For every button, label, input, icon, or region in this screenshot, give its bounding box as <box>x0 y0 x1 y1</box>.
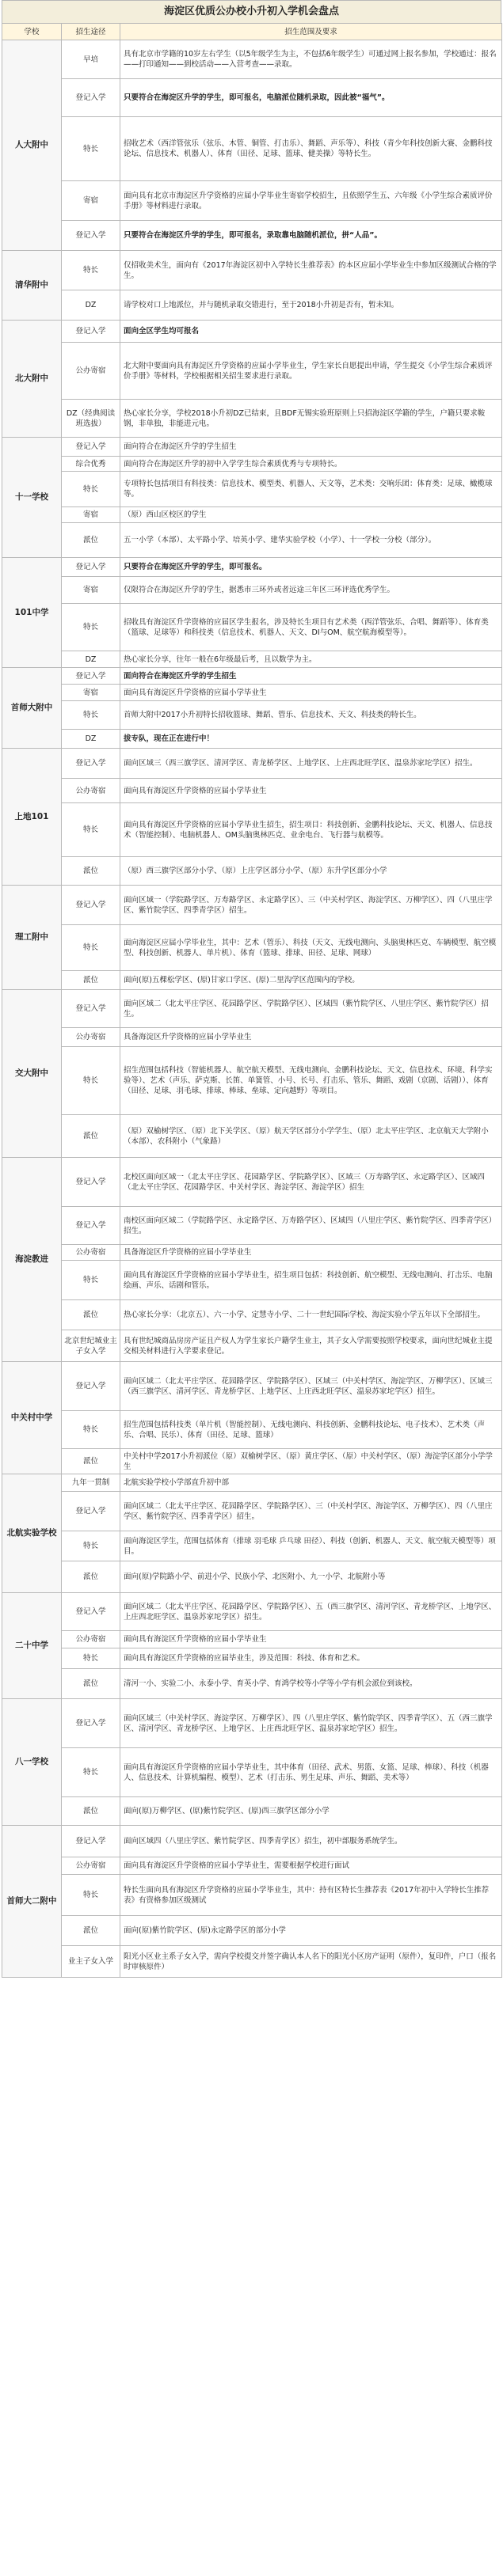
school-name: 首师大附中 <box>2 668 62 749</box>
table-row <box>2 1261 502 1300</box>
admission-requirements: 面向(原)万柳学区、(原)紫竹院学区、(原)西三旗学区部分小学 <box>120 1797 502 1826</box>
admission-requirements: 具有北京市学籍的10岁左右学生（以5年级学生为主，不包括6年级学生）可通过网上报名参加，学校通过：报名——打印通知——到校活动——入营考查——录取。 <box>120 40 502 79</box>
admission-route: 派位 <box>62 1300 120 1330</box>
table-row <box>2 79 502 117</box>
admission-requirements: 中关村中学2017小升初派位（原）双榆树学区、（原）黄庄学区、（原）中关村学区、（原）海淀学区部分小学学生 <box>120 1449 502 1474</box>
table-row <box>2 730 502 749</box>
admission-route: 公办寄宿 <box>62 1857 120 1875</box>
table-row <box>2 1916 502 1946</box>
admission-route: 派位 <box>62 1449 120 1474</box>
admission-requirements: 面向具有海淀区升学资格的应届小学毕业生招生，招生项目：科技创新、金鹏科技论坛、天文、机器人、信息技术（智能控制）、电脑机器人、OM头脑奥林匹克、业余电台、飞行器与航模等。 <box>120 803 502 857</box>
table-row <box>2 1474 502 1492</box>
admission-route: 特长 <box>62 1261 120 1300</box>
admission-route: 特长 <box>62 604 120 651</box>
admission-requirements: 热心家长分享，学校2018小升初DZ已结束，且BDF无锡实验班原则上只招海淀区学籍的学生，户籍只要求鞍钢，非单独，非能进元电。 <box>120 400 502 438</box>
admission-requirements: 热心家长分享，往年一般在6年级最后考，且以数学为主。 <box>120 651 502 668</box>
admission-route: 公办寄宿 <box>62 343 120 400</box>
admission-route: 登记入学 <box>62 749 120 779</box>
admission-route: DZ（经典阅读班选拔） <box>62 400 120 438</box>
admission-route: 寄宿 <box>62 507 120 523</box>
admission-requirements: 面向具有北京市海淀区升学资格的应届小学毕业生寄宿学校招生，且依照学生五、六年级《小学生综合素质评价手册》等材料进行录取。 <box>120 181 502 221</box>
admission-route: 公办寄宿 <box>62 1028 120 1047</box>
admission-requirements: 仅限符合在海淀区升学的学生，据悉市三环外或者远途三年区三环评选优秀学生。 <box>120 577 502 604</box>
admission-requirements: 面向海淀区学生，范围包括体育（排球 羽毛球 乒乓球 田径）、科技（创新、机器人、天文、航空航天模型等）项目。 <box>120 1531 502 1561</box>
table-row <box>2 321 502 343</box>
table-row <box>2 472 502 507</box>
table-row <box>2 400 502 438</box>
admission-route: 特长 <box>62 472 120 507</box>
admission-route: 登记入学 <box>62 438 120 457</box>
school-name: 上地101 <box>2 749 62 886</box>
table-row <box>2 457 502 472</box>
admission-route: 登记入学 <box>62 886 120 925</box>
table-row <box>2 1330 502 1362</box>
admission-requirements: （原）双榆树学区、（原）北下关学区、（原）航天学区部分小学学生、（原）北太平庄学区、北京航天大学附小（本部）、农科附小（气象路） <box>120 1115 502 1158</box>
school-name: 101中学 <box>2 558 62 668</box>
table-body <box>2 40 502 1978</box>
admission-requirements: 首师大附中2017小升初特长招收篮球、舞蹈、管乐、信息技术、天文、科技类的特长生。 <box>120 701 502 730</box>
page-title: 海淀区优质公办校小升初入学机会盘点 <box>2 0 501 23</box>
admission-requirements: 清河一小、实验二小、永泰小学、育英小学、育鸿学校等小学等小学有机会派位到该校。 <box>120 1669 502 1699</box>
admission-route: 特长 <box>62 1047 120 1115</box>
admission-route: 业主子女入学 <box>62 1946 120 1978</box>
table-row <box>2 558 502 577</box>
admission-requirements: 具有世纪城商品房房产证且产权人为学生家长户籍学生业主，其子女入学需要按照学校要求，面向世纪城业主提交相关材料进行入学要求登记。 <box>120 1330 502 1362</box>
admission-requirements: 北校区面向区域一（北太平庄学区、花园路学区、学院路学区）、区域三（万寿路学区、永定路学区）、区域四（北太平庄学区、花园路学区、中关村学区、海淀学区、海淀学区）招生 <box>120 1158 502 1207</box>
table-row <box>2 990 502 1028</box>
school-name: 十一学校 <box>2 438 62 558</box>
table-row <box>2 181 502 221</box>
admission-requirements: 面向区域二（北太平庄学区、花园路学区、学院路学区）、三（中关村学区、海淀学区、万柳学区）、四（八里庄学区、紫竹院学区、四季青学区）招生。 <box>120 1492 502 1531</box>
admission-route: 登记入学 <box>62 1593 120 1631</box>
table-header <box>2 24 502 40</box>
table-row <box>2 40 502 79</box>
admission-route: 登记入学 <box>62 558 120 577</box>
school-name: 二十中学 <box>2 1593 62 1699</box>
admission-route: 寄宿 <box>62 685 120 701</box>
table-row <box>2 1047 502 1115</box>
admission-route: 派位 <box>62 523 120 558</box>
admission-route: 综合优秀 <box>62 457 120 472</box>
admission-requirements: 面向具有海淀区升学资格的应届小学毕业生 <box>120 779 502 803</box>
table-row <box>2 1028 502 1047</box>
admission-requirements: 仅招收美术生，面向有《2017年海淀区初中入学特长生推荐表》的本区应届小学毕业生中参加区级测试合格的学生。 <box>120 251 502 290</box>
admission-route: 派位 <box>62 857 120 886</box>
admission-route: 公办寄宿 <box>62 1631 120 1648</box>
admission-route: 派位 <box>62 1115 120 1158</box>
page <box>2 0 501 1978</box>
table-row <box>2 1797 502 1826</box>
admission-route: 派位 <box>62 1561 120 1593</box>
admission-requirements: 面向(原)紫竹院学区、(原)永定路学区的部分小学 <box>120 1916 502 1946</box>
admission-route: 特长 <box>62 925 120 971</box>
admission-route: 特长 <box>62 1648 120 1669</box>
admission-route: 派位 <box>62 971 120 990</box>
table-row <box>2 1593 502 1631</box>
admission-requirements: 面向区域二（北太平庄学区、花园路学区、学院路学区）、区域四（紫竹院学区、八里庄学区、紫竹院学区）招生。 <box>120 990 502 1028</box>
table-row <box>2 1669 502 1699</box>
table-row <box>2 577 502 604</box>
table-row <box>2 1826 502 1857</box>
table-row <box>2 971 502 990</box>
admission-requirements: 面向(原)学院路小学、前进小学、民族小学、北医附小、九一小学、北航附小等 <box>120 1561 502 1593</box>
admission-requirements: 面向海淀区应届小学毕业生，其中：艺术（管乐）、科技（天文、无线电测向、头脑奥林匹克、车辆模型、航空模型、科技创新、机器人、单片机）、体育（篮球、排球、田径、足球、网球） <box>120 925 502 971</box>
header-school: 学校 <box>2 24 62 40</box>
admission-route: 登记入学 <box>62 1362 120 1411</box>
admission-requirements: 面向区域二（北太平庄学区、花园路学区、学院路学区）、五（西三旗学区、清河学区、青龙桥学区、上地学区、上庄西北旺学区、温泉苏家坨学区）招生。 <box>120 1593 502 1631</box>
admission-requirements: 南校区面向区域二（学院路学区、永定路学区、万寿路学区）、区域四（八里庄学区、紫竹院学区、四季青学区）招生。 <box>120 1207 502 1245</box>
table-row <box>2 779 502 803</box>
admission-route: 登记入学 <box>62 321 120 343</box>
school-name: 八一学校 <box>2 1699 62 1826</box>
table-row <box>2 117 502 181</box>
admission-requirements: 面向区域四（八里庄学区、紫竹院学区、四季青学区）招生，初中部服务系统学生。 <box>120 1826 502 1857</box>
admission-requirements: 面向(原)五棵松学区、(原)甘家口学区、(原)二里沟学区范围内的学校。 <box>120 971 502 990</box>
admission-requirements: （原）西山区校区的学生 <box>120 507 502 523</box>
admission-route: 北京世纪城业主子女入学 <box>62 1330 120 1362</box>
admission-route: 派位 <box>62 1916 120 1946</box>
table-row <box>2 507 502 523</box>
table-row <box>2 1115 502 1158</box>
admission-requirements: 面向具有海淀区升学资格的应届小学毕业生 <box>120 1631 502 1648</box>
admission-route: 特长 <box>62 803 120 857</box>
admission-requirements: 北大附中要面向具有海淀区升学资格的应届小学毕业生，学生家长自愿提出申请，学生提交《小学生综合素质评价手册》等材料，学校根据相关招生要求进行录取。 <box>120 343 502 400</box>
admission-requirements: （原）西三旗学区部分小学、（原）上庄学区部分小学、（原）东升学区部分小学 <box>120 857 502 886</box>
table-row <box>2 701 502 730</box>
admission-requirements: 拔专队，现在正在进行中！ <box>120 730 502 749</box>
table-row <box>2 1648 502 1669</box>
school-name: 北航实验学校 <box>2 1474 62 1593</box>
admission-requirements: 面向区域一（学院路学区、万寿路学区、永定路学区）、三（中关村学区、海淀学区、万柳学区）、四（八里庄学区、紫竹院学区、四季青学区）招生。 <box>120 886 502 925</box>
admission-route: 登记入学 <box>62 1207 120 1245</box>
school-name: 人大附中 <box>2 40 62 251</box>
table-row <box>2 1631 502 1648</box>
admission-requirements: 热心家长分享：（北京五）、六一小学、定慧寺小学、二十一世纪国际学校、海淀实验小学五年以下全部招生。 <box>120 1300 502 1330</box>
admission-requirements: 只要符合在海淀区升学的学生，即可报名，电脑派位随机录取，因此被“福气”。 <box>120 79 502 117</box>
admission-requirements: 面向符合在海淀区升学的学生招生 <box>120 438 502 457</box>
table-row <box>2 523 502 558</box>
admission-route: 登记入学 <box>62 1826 120 1857</box>
admission-requirements: 具备海淀区升学资格的应届小学毕业生 <box>120 1245 502 1261</box>
table-row <box>2 604 502 651</box>
admission-route: 特长 <box>62 1875 120 1916</box>
admission-table <box>2 23 502 1978</box>
admission-route: 登记入学 <box>62 1492 120 1531</box>
school-name: 中关村中学 <box>2 1362 62 1474</box>
admission-requirements: 阳光小区业主系子女入学，需向学校提交并签字确认本人名下的阳光小区房产证明（原件），复印件，户口（报名时审核原件） <box>120 1946 502 1978</box>
table-row <box>2 1699 502 1748</box>
table-row <box>2 1531 502 1561</box>
admission-requirements: 面向具有海淀区升学资格的应届小学毕业生，其中体育（田径、武术、男篮、女篮、足球、棒球）、科技（机器人、信息技术、计算机编程、模型）、艺术（打击乐、男生足球、声乐、舞蹈、美术等） <box>120 1748 502 1797</box>
table-row <box>2 1875 502 1916</box>
admission-route: 派位 <box>62 1669 120 1699</box>
admission-route: 寄宿 <box>62 577 120 604</box>
admission-requirements: 面向符合在海淀区升学的初中入学学生综合素质优秀与专项特长。 <box>120 457 502 472</box>
admission-route: 公办寄宿 <box>62 779 120 803</box>
admission-route: DZ <box>62 730 120 749</box>
admission-route: 特长 <box>62 701 120 730</box>
admission-requirements: 招生范围包括科技（智能机器人、航空航天模型、无线电测向、金鹏科技论坛、天文、信息技术、环境、科学实验等）、艺术（声乐、萨克斯、长笛、单簧管、小号、长号、打击乐、管乐、舞蹈、戏剧（京剧、话剧））、体育（田径、足球、羽毛球、排球、棒球、垒球、定向越野）等项目。 <box>120 1047 502 1115</box>
admission-requirements: 面向区域三（中关村学区、海淀学区、万柳学区）、四（八里庄学区、紫竹院学区、四季青学区）、五（西三旗学区、清河学区、青龙桥学区、上地学区、上庄西北旺学区、温泉苏家坨学区）招生。 <box>120 1699 502 1748</box>
table-row <box>2 1245 502 1261</box>
school-name: 清华附中 <box>2 251 62 321</box>
admission-route: 寄宿 <box>62 181 120 221</box>
admission-requirements: 面向全区学生均可报名 <box>120 321 502 343</box>
admission-route: 登记入学 <box>62 1158 120 1207</box>
table-row <box>2 1857 502 1875</box>
admission-requirements: 招生范围包括科技类（单片机（智能控制）、无线电测向、科技创新、金鹏科技论坛、电子技术）、艺术类（声乐、合唱、民乐）、体育（田径、足球、篮球） <box>120 1411 502 1449</box>
admission-route: 特长 <box>62 117 120 181</box>
admission-route: 特长 <box>62 251 120 290</box>
school-name: 交大附中 <box>2 990 62 1158</box>
admission-requirements: 北航实验学校小学部直升初中部 <box>120 1474 502 1492</box>
school-name: 北大附中 <box>2 321 62 438</box>
table-row <box>2 651 502 668</box>
admission-route: 登记入学 <box>62 990 120 1028</box>
header-route: 招生途径 <box>62 24 120 40</box>
admission-requirements: 专项特长包括项目有科技类：信息技术、模型类、机器人、天文等，艺术类：交响乐团：体育类：足球、橄榄球等。 <box>120 472 502 507</box>
admission-route: 特长 <box>62 1531 120 1561</box>
admission-route: 特长 <box>62 1748 120 1797</box>
table-row <box>2 1492 502 1531</box>
admission-requirements: 五一小学（本部）、太平路小学、培英小学、建华实验学校（小学）、十一学校一分校（部分）。 <box>120 523 502 558</box>
table-row <box>2 251 502 290</box>
table-row <box>2 221 502 251</box>
table-row <box>2 343 502 400</box>
table-row <box>2 685 502 701</box>
admission-route: 九年一贯制 <box>62 1474 120 1492</box>
table-row <box>2 1300 502 1330</box>
table-row <box>2 886 502 925</box>
admission-requirements: 只要符合在海淀区升学的学生，即可报名。 <box>120 558 502 577</box>
school-name: 理工附中 <box>2 886 62 990</box>
admission-requirements: 面向区域二（北太平庄学区、花园路学区、学院路学区）、区域三（中关村学区、海淀学区、万柳学区）、区域三（西三旗学区、清河学区、青龙桥学区、上地学区、上庄西北旺学区、温泉苏家坨学区）招生。 <box>120 1362 502 1411</box>
admission-requirements: 招收具有海淀区升学资格的应届区学生报名，涉及特长生项目有艺术类（西洋管弦乐、合唱、舞蹈等）、体育类（篮球、足球等）和科技类（信息技术、机器人、天文、DI与OM、航空航海模型等）。 <box>120 604 502 651</box>
header-requirements: 招生范围及要求 <box>120 24 502 40</box>
admission-requirements: 面向区域三（西三旗学区、清河学区、青龙桥学区、上地学区、上庄西北旺学区、温泉苏家坨学区）招生。 <box>120 749 502 779</box>
school-name: 首师大二附中 <box>2 1826 62 1978</box>
table-row <box>2 857 502 886</box>
admission-requirements: 面向具有海淀区升学资格的应届小学毕业生，需要根据学校进行面试 <box>120 1857 502 1875</box>
admission-requirements: 面向符合在海淀区升学的学生招生 <box>120 668 502 685</box>
table-row <box>2 438 502 457</box>
table-row <box>2 925 502 971</box>
table-row <box>2 1449 502 1474</box>
admission-route: 登记入学 <box>62 221 120 251</box>
admission-route: 公办寄宿 <box>62 1245 120 1261</box>
table-row <box>2 1946 502 1978</box>
admission-requirements: 面向具有海淀区升学资格的应届毕业生，涉及范围：科技、体育和艺术。 <box>120 1648 502 1669</box>
admission-requirements: 具备海淀区升学资格的应届小学毕业生 <box>120 1028 502 1047</box>
admission-requirements: 面向具有海淀区升学资格的应届小学毕业生，招生项目包括：科技创新、航空模型、无线电测向、打击乐、电脑绘画、声乐、话剧和管乐。 <box>120 1261 502 1300</box>
table-row <box>2 1362 502 1411</box>
table-row <box>2 803 502 857</box>
table-row <box>2 1207 502 1245</box>
admission-route: DZ <box>62 290 120 321</box>
admission-requirements: 面向具有海淀区升学资格的应届小学毕业生 <box>120 685 502 701</box>
table-row <box>2 1158 502 1207</box>
table-row <box>2 749 502 779</box>
table-row <box>2 1748 502 1797</box>
admission-requirements: 特长生面向具有海淀区升学资格的应届小学毕业生，其中：持有区特长生推荐表《2017年初中入学特长生推荐表》有资格参加区级测试 <box>120 1875 502 1916</box>
admission-requirements: 请学校对口上地派位，并与随机录取交错进行，至于2018小升初是否有，暂未知。 <box>120 290 502 321</box>
school-name: 海淀教进 <box>2 1158 62 1362</box>
admission-route: 登记入学 <box>62 668 120 685</box>
table-row <box>2 1561 502 1593</box>
table-row <box>2 1411 502 1449</box>
admission-route: DZ <box>62 651 120 668</box>
admission-route: 特长 <box>62 1411 120 1449</box>
table-row <box>2 290 502 321</box>
admission-route: 派位 <box>62 1797 120 1826</box>
admission-requirements: 只要符合在海淀区升学的学生，即可报名，录取靠电脑随机派位，拼“人品”。 <box>120 221 502 251</box>
table-row <box>2 668 502 685</box>
admission-route: 登记入学 <box>62 79 120 117</box>
admission-requirements: 招收艺术（西洋管弦乐（弦乐、木管、铜管、打击乐）、舞蹈、声乐等）、科技（青少年科技创新大赛、金鹏科技论坛、信息技术、机器人）、体育（田径、足球、篮球、健美操）等特长生。 <box>120 117 502 181</box>
admission-route: 早培 <box>62 40 120 79</box>
admission-route: 登记入学 <box>62 1699 120 1748</box>
